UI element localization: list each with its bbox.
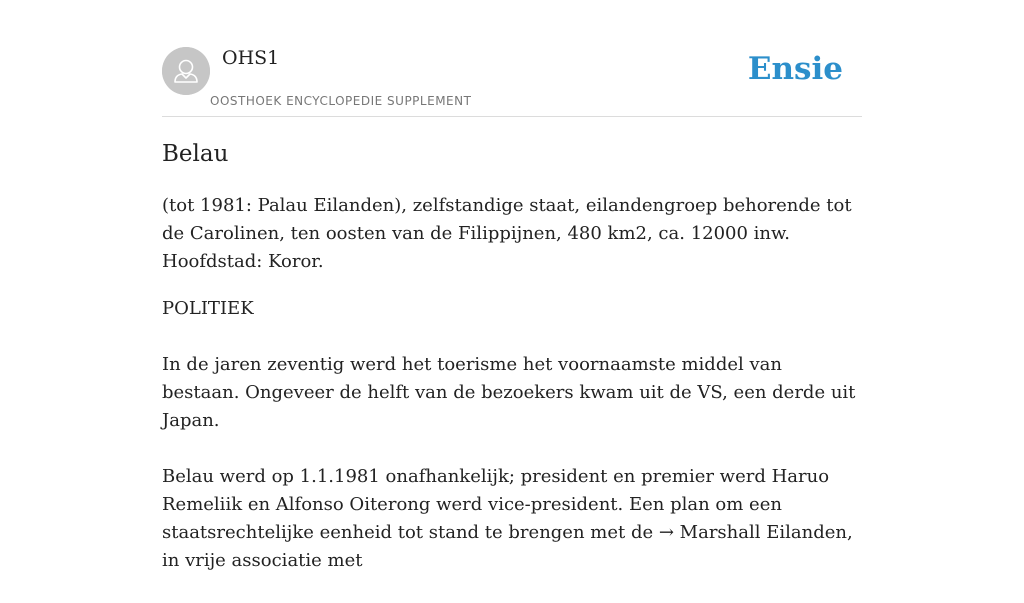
source-label[interactable]: OOSTHOEK ENCYCLOPEDIE SUPPLEMENT <box>210 94 472 108</box>
paragraph-text: Belau werd op 1.1.1981 onafhankelijk; president en premier werd Haruo Remeliik en Alfonso Oiterong werd vice-president. Een plan om een staatsrechtelijke eenheid tot stand te brengen met de <box>162 466 830 543</box>
avatar[interactable] <box>162 47 210 95</box>
section-heading: POLITIEK <box>162 298 254 319</box>
paragraph-text: , in vrije associatie met <box>162 522 853 571</box>
ensie-logo[interactable]: Ensie <box>747 51 843 87</box>
body-paragraph <box>162 463 862 575</box>
page-title: Belau <box>162 141 229 167</box>
user-icon <box>162 47 210 95</box>
username[interactable]: OHS1 <box>222 47 280 69</box>
header <box>162 47 862 117</box>
cross-reference-link[interactable]: → Marshall Eilanden <box>658 522 847 543</box>
intro-paragraph: (tot 1981: Palau Eilanden), zelfstandige staat, eilandengroep behorende tot de Carolinen, ten oosten van de Filippijnen, 480 km2, ca. 12000 inw. Hoofdstad: Koror. <box>162 195 852 272</box>
article-body <box>162 192 862 603</box>
body-paragraph: In de jaren zeventig werd het toerisme het voornaamste middel van bestaan. Ongeveer de helft van de bezoekers kwam uit de VS, een derde uit Japan. <box>162 354 856 431</box>
